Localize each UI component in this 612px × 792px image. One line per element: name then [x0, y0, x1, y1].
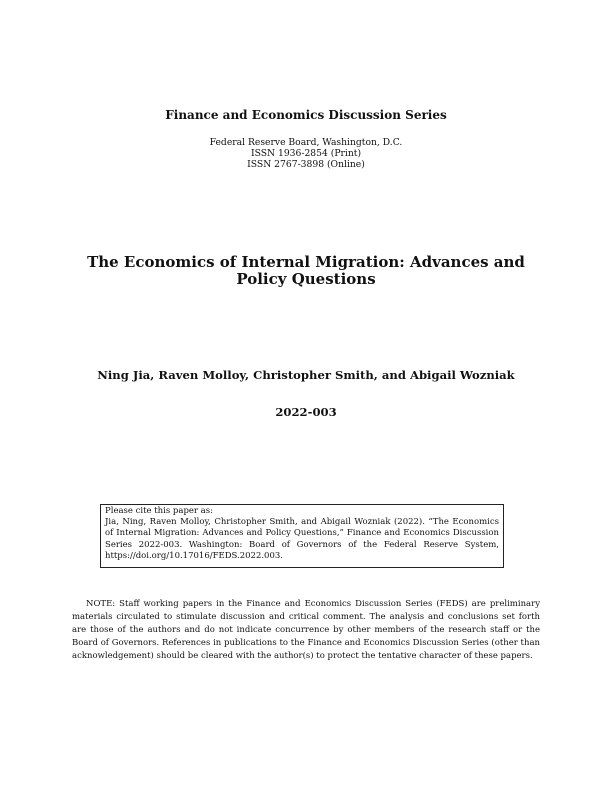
issn-print: ISSN 1936-2854 (Print)	[250, 148, 362, 160]
paper-number: 2022-003	[275, 405, 337, 419]
issn-online: ISSN 2767-3898 (Online)	[247, 159, 365, 171]
paper-title: The Economics of Internal Migration: Advances and Policy Questions	[87, 253, 525, 288]
series-title: Finance and Economics Discussion Series	[165, 108, 447, 122]
publication-info	[0, 137, 612, 171]
publisher-line: Federal Reserve Board, Washington, D.C.	[209, 137, 403, 148]
citation-text: Jia, Ning, Raven Molloy, Christopher Smith, and Abigail Wozniak (2022). “The Economics of Internal Migration: Advances and Policy Questions,” Finance and Economics Discussion Series 2022-003. Washington: Board of Governors of the Federal Reserve System, https://doi.org/10.17016/FEDS.2022.003.	[105, 517, 499, 561]
citation-label: Please cite this paper as:	[105, 506, 213, 516]
paper-authors: Ning Jia, Raven Molloy, Christopher Smith, and Abigail Wozniak	[97, 368, 515, 382]
citation-box	[100, 504, 504, 568]
disclaimer-note: NOTE: Staff working papers in the Finance and Economics Discussion Series (FEDS) are preliminary materials circulated to stimulate discussion and critical comment. The analysis and conclusions set forth are those of the authors and do not indicate concurrence by other members of the research staff or the Board of Governors. References in publications to the Finance and Economics Discussion Series (other than acknowledgement) should be cleared with the author(s) to protect the tentative character of these papers.	[72, 599, 540, 662]
